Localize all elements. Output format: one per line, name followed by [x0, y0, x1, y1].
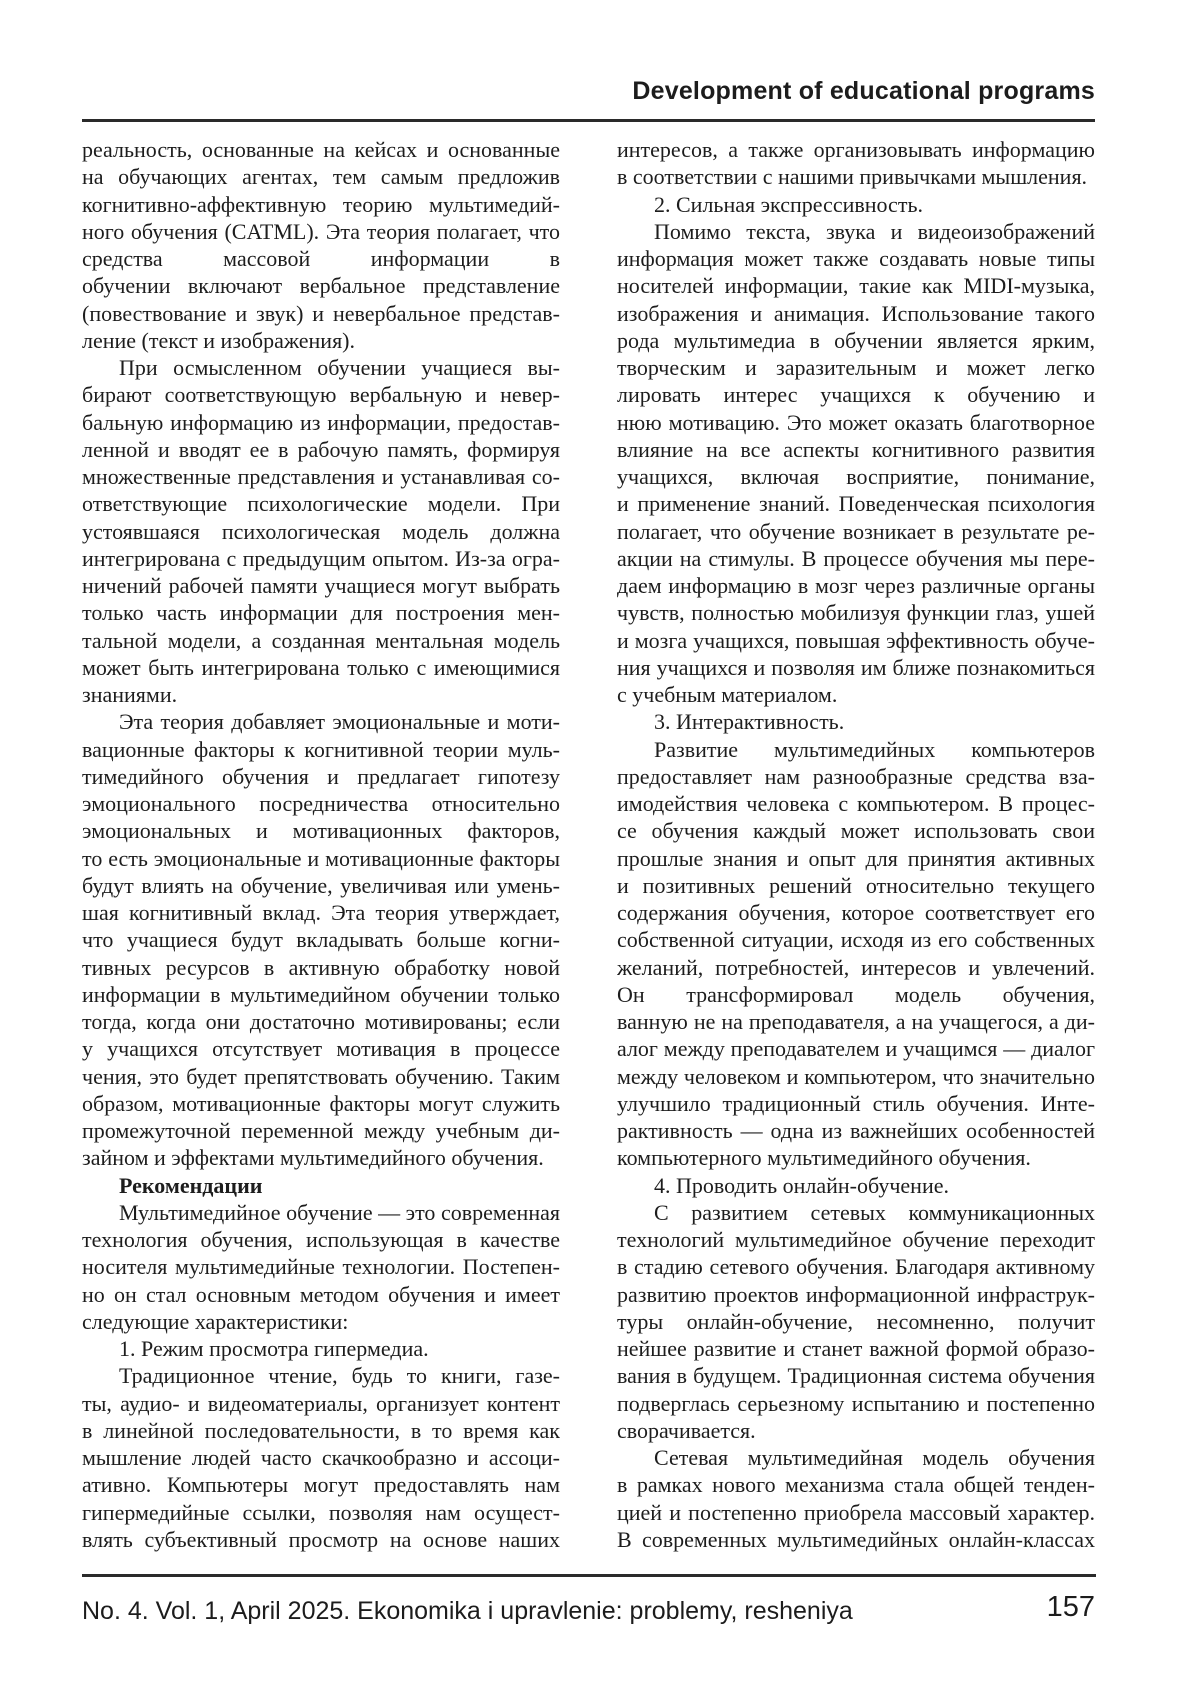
text-line: Он трансформировал модель обучения, [617, 981, 1095, 1007]
text-line: устоявшаяся психологическая модель должна [82, 518, 560, 544]
text-line: С развитием сетевых коммуникационных [654, 1199, 1095, 1225]
text-line: изображения и анимация. Использование такого [617, 300, 1095, 326]
text-line: интегрирована с предыдущим опытом. Из-за огра- [82, 545, 560, 571]
text-line: желаний, потребностей, интересов и увлечений. [617, 954, 1095, 980]
text-line: влияние на все аспекты когнитивного развития [617, 436, 1095, 462]
text-line: гипермедийные ссылки, позволяя нам осущест- [82, 1499, 560, 1525]
text-line: в рамках нового механизма стала общей тенден- [617, 1472, 1095, 1498]
text-line: чения, это будет препятствовать обучению. Таким [82, 1063, 560, 1089]
text-column-left [82, 136, 560, 1553]
page-number: 157 [1046, 1591, 1095, 1623]
text-line: вационные факторы к когнитивной теории муль- [82, 736, 560, 762]
text-line: ния учащихся и позволяя им ближе познакомиться [617, 654, 1095, 680]
text-line: чувств, полностью мобилизуя функции глаз, ушей [617, 600, 1095, 626]
text-line: ты, аудио- и видеоматериалы, организует контент [82, 1390, 560, 1416]
text-line: с учебным материалом. [617, 682, 838, 707]
text-line: рода мультимедиа в обучении является ярким, [617, 327, 1095, 353]
text-line: рактивность — одна из важнейших особенностей [617, 1118, 1095, 1143]
text-line: имодействия человека с компьютером. В процес- [617, 791, 1095, 816]
text-line: образом, мотивационные факторы могут служить [82, 1090, 560, 1116]
text-column-right [617, 136, 1095, 1553]
text-line: между человеком и компьютером, что значительно [617, 1063, 1095, 1089]
text-line: Развитие мультимедийных компьютеров [654, 736, 1095, 762]
text-line: (повествование и звук) и невербальное представ- [82, 300, 560, 326]
text-line: в соответствии с нашими привычками мышления. [617, 164, 1088, 190]
text-line: акции на стимулы. В процессе обучения мы пере- [617, 545, 1095, 571]
text-line: будут влиять на обучение, увеличивая или умень- [82, 872, 560, 898]
text-line: множественные представления и устанавливая со- [82, 464, 560, 489]
text-line: цией и постепенно приобрела массовый характер. [617, 1499, 1095, 1525]
text-line: то есть эмоциональные и мотивационные факторы [82, 845, 560, 871]
text-line: и мозга учащихся, повышая эффективность обуче- [617, 627, 1095, 653]
text-line: подверглась серьезному испытанию и постепенно [617, 1390, 1095, 1416]
text-line: улучшило традиционный стиль обучения. Инте- [617, 1090, 1095, 1116]
text-line: знаниями. [82, 682, 178, 707]
text-line: что учащиеся будут вкладывать больше когни- [82, 927, 560, 953]
text-line: информация может также создавать новые типы [617, 246, 1095, 271]
text-line: и применение знаний. Поведенческая психология [617, 491, 1095, 517]
text-line: бирают соответствующую вербальную и невер- [82, 382, 560, 408]
text-line: когнитивно-аффективную теорию мультимедий- [82, 191, 560, 217]
text-line: обучении включают вербальное представление [82, 273, 560, 299]
text-line: технология обучения, использующая в качестве [82, 1227, 560, 1252]
text-line: ванную не на преподавателя, а на учащегося, а ди- [617, 1009, 1095, 1034]
text-line: шая когнитивный вклад. Эта теория утверждает, [82, 900, 560, 925]
text-line: собственной ситуации, исходя из его собственных [617, 927, 1095, 953]
header-rule [82, 119, 1095, 122]
text-line: 1. Режим просмотра гипермедиа. [119, 1336, 429, 1361]
text-line: туры онлайн-обучение, несомненно, получит [617, 1308, 1095, 1334]
text-line: у учащихся отсутствует мотивация в процессе [82, 1036, 560, 1062]
text-line: только часть информации для построения мен- [82, 600, 560, 626]
text-line: зайном и эффектами мультимедийного обучения. [82, 1145, 544, 1171]
text-line: в линейной последовательности, в то время как [82, 1417, 560, 1443]
text-line: 4. Проводить онлайн-обучение. [654, 1172, 949, 1198]
text-line: ативно. Компьютеры могут предоставлять нам [82, 1472, 560, 1498]
text-line: эмоциональных и мотивационных факторов, [82, 818, 560, 844]
text-line: технологий мультимедийное обучение переходит [617, 1227, 1095, 1252]
text-line: лировать интерес учащихся к обучению и [617, 382, 1095, 408]
text-line: ничений рабочей памяти учащиеся могут выбрать [82, 573, 560, 598]
text-line: нейшее развитие и станет важной формой образо- [617, 1336, 1095, 1361]
text-line: носителей информации, такие как MIDI-музыка, [617, 273, 1095, 299]
text-line: может быть интегрирована только с имеющимися [82, 654, 560, 680]
text-line: тивных ресурсов в активную обработку новой [82, 954, 560, 980]
text-line: средства массовой информации в [82, 246, 560, 271]
text-line: прошлые знания и опыт для принятия активных [617, 845, 1095, 871]
text-line: творческим и заразительным и может легко [617, 355, 1095, 380]
text-line: ответствующие психологические модели. При [82, 491, 560, 517]
text-line: в стадию сетевого обучения. Благодаря активному [617, 1254, 1095, 1280]
text-line: полагает, что обучение возникает в результате ре- [617, 518, 1095, 544]
text-line: ного обучения (CATML). Эта теория полагает, что [82, 218, 560, 244]
text-line: 3. Интерактивность. [654, 709, 845, 735]
text-line: сворачивается. [617, 1417, 756, 1443]
text-line: се обучения каждый может использовать свои [617, 818, 1095, 844]
text-line: учащихся, включая восприятие, понимание, [617, 464, 1095, 489]
text-line: Мультимедийное обучение — это современная [119, 1199, 560, 1225]
journal-citation: No. 4. Vol. 1, April 2025. Ekonomika i upravlenie: problemy, resheniya [82, 1597, 853, 1625]
text-line: Рекомендации [119, 1172, 263, 1198]
text-line: содержания обучения, которое соответствует его [617, 900, 1095, 925]
text-line: Помимо текста, звука и видеоизображений [654, 218, 1095, 244]
footer-rule [82, 1574, 1096, 1577]
text-line: компьютерного мультимедийного обучения. [617, 1145, 1031, 1171]
text-line: ление (текст и изображения). [82, 327, 356, 353]
text-line: на обучающих агентах, тем самым предложив [82, 164, 560, 190]
text-line: предоставляет нам разнообразные средства вза- [617, 763, 1095, 789]
text-line: тимедийного обучения и предлагает гипотезу [82, 763, 560, 789]
text-line: тальной модели, а созданная ментальная модель [82, 627, 560, 653]
text-line: даем информацию в мозг через различные органы [617, 573, 1095, 598]
running-header-title: Development of educational programs [632, 77, 1095, 105]
text-line: бальную информацию из информации, предостав- [82, 409, 560, 435]
text-line: реальность, основанные на кейсах и основанные [82, 137, 560, 162]
text-line: эмоционального посредничества относительно [82, 791, 560, 816]
text-line: носителя мультимедийные технологии. Постепен- [82, 1254, 560, 1280]
text-line: информации в мультимедийном обучении только [82, 981, 560, 1007]
text-line: но он стал основным методом обучения и имеет [82, 1281, 560, 1307]
text-line: развитию проектов информационной инфраструк- [617, 1281, 1095, 1307]
text-line: алог между преподавателем и учащимся — диалог [617, 1036, 1095, 1062]
text-line: Эта теория добавляет эмоциональные и моти- [119, 709, 560, 735]
text-line: влять субъективный просмотр на основе наших [82, 1526, 560, 1552]
text-line: ленной и вводят ее в рабочую память, формируя [82, 436, 560, 462]
text-line: мышление людей часто скачкообразно и ассоци- [82, 1445, 560, 1470]
text-line: нюю мотивацию. Это может оказать благотворное [617, 409, 1095, 435]
text-line: тогда, когда они достаточно мотивированы; если [82, 1009, 560, 1034]
text-line: Сетевая мультимедийная модель обучения [654, 1445, 1095, 1470]
text-line: При осмысленном обучении учащиеся вы- [119, 355, 560, 380]
text-line: промежуточной переменной между учебным ди- [82, 1118, 560, 1143]
text-line: интересов, а также организовывать информацию [617, 137, 1095, 162]
text-line: следующие характеристики: [82, 1308, 349, 1334]
text-line: В современных мультимедийных онлайн-классах [617, 1526, 1095, 1552]
text-line: 2. Сильная экспрессивность. [654, 191, 923, 217]
text-line: вания в будущем. Традиционная система обучения [617, 1363, 1095, 1389]
text-line: и позитивных решений относительно текущего [617, 872, 1095, 898]
text-line: Традиционное чтение, будь то книги, газе- [119, 1363, 560, 1389]
